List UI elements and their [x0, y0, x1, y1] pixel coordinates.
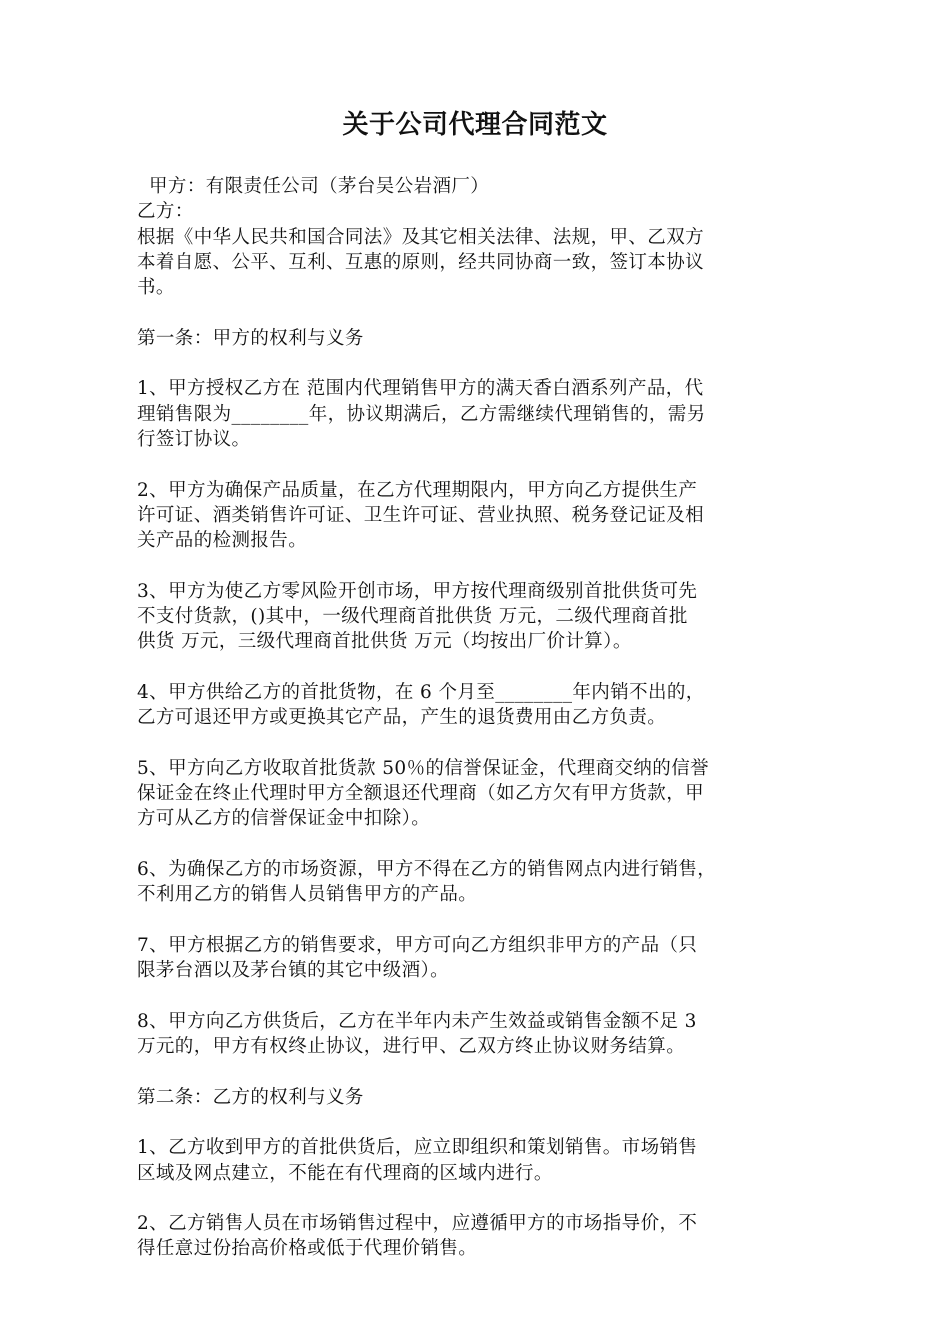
article-2-item-1 — [137, 1135, 817, 1186]
clause-line: 5、甲方向乙方收取首批货款 50％的信誉保证金，代理商交纳的信誉 — [137, 757, 709, 779]
article-2-heading: 第二条：乙方的权利与义务 — [137, 1086, 364, 1108]
clause-line: 行签订协议。 — [137, 428, 251, 450]
article-1-heading: 第一条：甲方的权利与义务 — [137, 327, 364, 349]
clause-line: 万元的，甲方有权终止协议，进行甲、乙双方终止协议财务结算。 — [137, 1036, 686, 1058]
party-b-line: 乙方： — [137, 201, 194, 223]
clause-line: 2、甲方为确保产品质量，在乙方代理期限内，甲方向乙方提供生产 — [137, 479, 698, 501]
article-1-item-1 — [137, 376, 817, 452]
clause-line: 2、乙方销售人员在市场销售过程中，应遵循甲方的市场指导价，不 — [137, 1213, 698, 1235]
document-body — [137, 174, 817, 1262]
article-1-item-8 — [137, 1009, 817, 1060]
clause-line: 关产品的检测报告。 — [137, 530, 308, 552]
clause-line: 不利用乙方的销售人员销售甲方的产品。 — [137, 884, 478, 906]
clause-line: 1、乙方收到甲方的首批供货后，应立即组织和策划销售。市场销售 — [137, 1137, 698, 1159]
preamble-line: 书。 — [137, 277, 175, 299]
clause-line: 1、甲方授权乙方在 范围内代理销售甲方的满天香白酒系列产品，代 — [137, 378, 704, 400]
article-1-item-7 — [137, 933, 817, 984]
preamble-line: 根据《中华人民共和国合同法》及其它相关法律、法规，甲、乙双方 — [137, 226, 705, 248]
clause-line: 限茅台酒以及茅台镇的其它中级酒）。 — [137, 960, 450, 982]
clause-line: 许可证、酒类销售许可证、卫生许可证、营业执照、税务登记证及相 — [137, 504, 705, 526]
preamble-line: 本着自愿、公平、互利、互惠的原则，经共同协商一致，签订本协议 — [137, 251, 705, 273]
clause-line: 7、甲方根据乙方的销售要求，甲方可向乙方组织非甲方的产品（只 — [137, 934, 698, 956]
article-2-item-2 — [137, 1211, 817, 1262]
clause-line: 区域及网点建立，不能在有代理商的区域内进行。 — [137, 1162, 553, 1184]
clause-line: 6、为确保乙方的市场资源，甲方不得在乙方的销售网点内进行销售， — [137, 859, 717, 881]
article-1-item-5 — [137, 756, 817, 832]
clause-line: 供货 万元，三级代理商首批供货 万元（均按出厂价计算）。 — [137, 631, 632, 653]
clause-line: 不支付货款，()其中，一级代理商首批供货 万元，二级代理商首批 — [137, 606, 688, 628]
clause-line: 得任意过份抬高价格或低于代理价销售。 — [137, 1238, 478, 1260]
clause-line: 乙方可退还甲方或更换其它产品，产生的退货费用由乙方负责。 — [137, 707, 667, 729]
clause-line: 保证金在终止代理时甲方全额退还代理商（如乙方欠有甲方货款，甲 — [137, 783, 705, 805]
article-1-item-2 — [137, 478, 817, 554]
clause-line: 理销售限为________年，协议期满后，乙方需继续代理销售的，需另 — [137, 403, 706, 425]
preamble-paragraph — [137, 225, 817, 301]
party-a-line: 甲方：有限责任公司（茅台吴公岩酒厂） — [149, 176, 490, 197]
clause-line: 8、甲方向乙方供货后，乙方在半年内未产生效益或销售金额不足 3 — [137, 1010, 697, 1032]
article-1-item-6 — [137, 857, 817, 908]
document-title: 关于公司代理合同范文 — [342, 110, 608, 140]
clause-line: 方可从乙方的信誉保证金中扣除）。 — [137, 808, 431, 830]
article-1-item-4 — [137, 680, 817, 731]
article-1-item-3 — [137, 579, 817, 655]
clause-line: 3、甲方为使乙方零风险开创市场，甲方按代理商级别首批供货可先 — [137, 580, 698, 602]
clause-line: 4、甲方供给乙方的首批货物，在 6 个月至________年内销不出的， — [137, 681, 705, 703]
